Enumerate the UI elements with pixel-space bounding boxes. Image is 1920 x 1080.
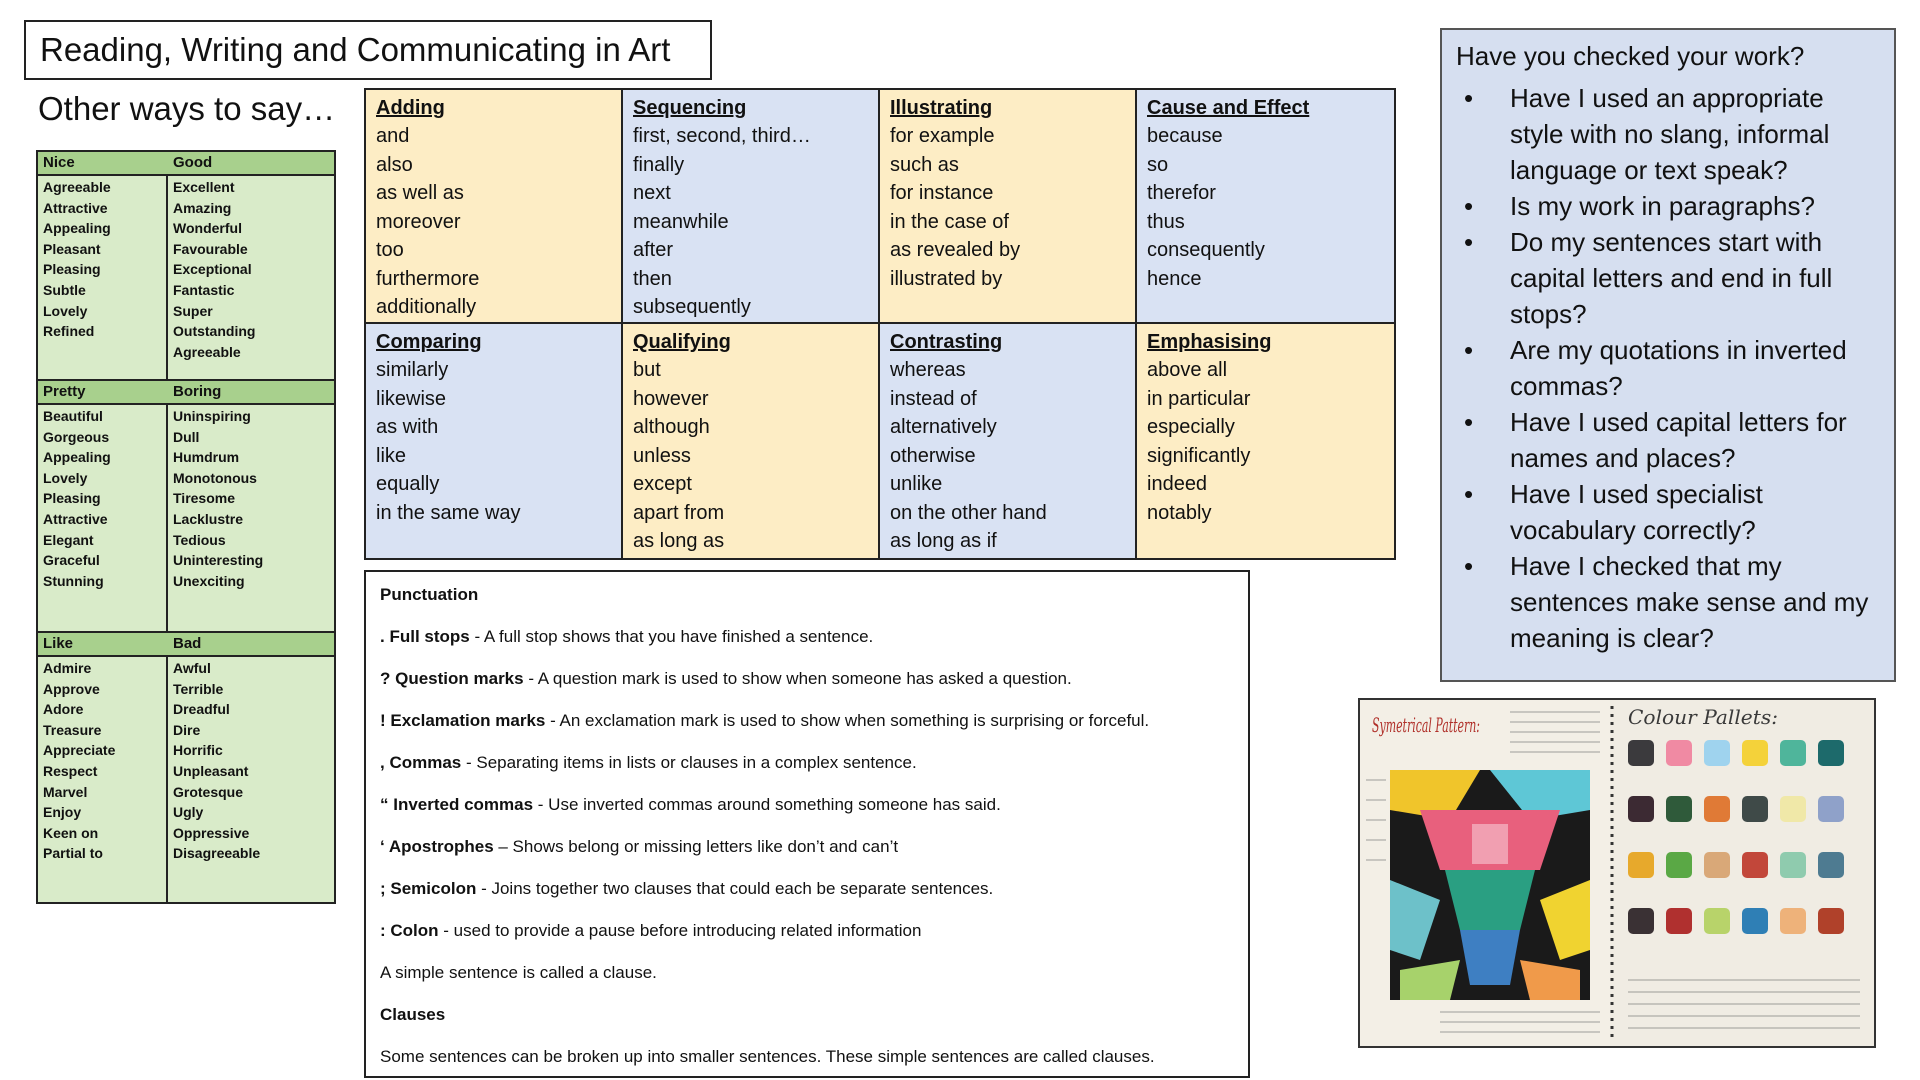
connective-word: equally — [376, 473, 440, 495]
colour-swatch — [1742, 908, 1768, 934]
synonym-word: Outstanding — [173, 323, 256, 340]
synonym-word: Terrible — [173, 680, 224, 697]
synonym-word: Unpleasant — [173, 762, 249, 779]
connective-word: as long as — [633, 530, 725, 552]
connective-word: similarly — [376, 359, 449, 381]
connective-category-title: Qualifying — [633, 331, 731, 353]
connective-word: next — [633, 182, 671, 204]
colour-swatch — [1780, 908, 1806, 934]
colour-swatch — [1742, 740, 1768, 766]
connective-word: alternatively — [890, 416, 997, 438]
synonym-word: Disagreeable — [173, 845, 261, 862]
synonym-word: Favourable — [173, 240, 248, 257]
punctuation-description: - Joins together two clauses that could each be separate sentences. — [476, 879, 994, 898]
synonym-word: Dire — [173, 721, 201, 738]
punctuation-item — [380, 752, 1234, 774]
synonym-word: Grotesque — [173, 783, 244, 800]
synonyms-table — [36, 150, 336, 904]
synonym-group-header — [38, 152, 334, 176]
pretty-synonyms-list — [43, 406, 166, 591]
colour-swatch — [1666, 852, 1692, 878]
connective-word: consequently — [1147, 239, 1265, 261]
colour-swatch — [1704, 852, 1730, 878]
synonym-word: Pleasant — [43, 240, 101, 257]
sketch-right-heading: Colour Pallets: — [1628, 705, 1778, 729]
punctuation-term: ‘ Apostrophes — [380, 837, 494, 856]
connective-word: furthermore — [376, 267, 480, 290]
synonym-word: Dull — [173, 428, 200, 445]
connective-word: like — [376, 444, 407, 467]
synonym-word: Agreeable — [43, 179, 111, 195]
bullet-icon: • — [1464, 551, 1474, 581]
connective-cell-cause-and-effect — [1137, 90, 1394, 324]
colour-swatch — [1628, 796, 1654, 822]
connective-word: instead of — [890, 387, 977, 410]
checklist-item — [1456, 404, 1880, 476]
connective-cell-comparing — [366, 324, 623, 558]
connective-cell-emphasising — [1137, 324, 1394, 558]
connective-word: after — [633, 239, 674, 261]
connective-word: as revealed by — [890, 239, 1021, 261]
checklist-question: Do my sentences start with capital letters and end in full stops? — [1510, 227, 1833, 329]
synonym-group-header — [38, 381, 334, 405]
punctuation-item — [380, 710, 1234, 732]
checklist-question: Are my quotations in inverted commas? — [1510, 335, 1847, 401]
punctuation-term: ; Semicolon — [380, 879, 477, 898]
synonym-word: Fantastic — [173, 281, 235, 298]
header-pretty: Pretty — [43, 383, 86, 400]
punctuation-description: - Use inverted commas around something someone has said. — [533, 795, 1001, 814]
connective-word: notably — [1147, 501, 1212, 524]
connective-category-title: Illustrating — [890, 97, 993, 119]
colour-swatch — [1742, 852, 1768, 878]
synonym-word: Oppressive — [173, 824, 250, 841]
checklist-item — [1456, 476, 1880, 548]
punctuation-term: ! Exclamation marks — [380, 711, 546, 730]
clauses-text: Some sentences can be broken up into smaller sentences. These simple sentences are called clauses. — [380, 1047, 1155, 1066]
colour-swatch — [1780, 852, 1806, 878]
bullet-icon: • — [1464, 191, 1474, 221]
page-subtitle: Other ways to say… — [38, 90, 336, 127]
connective-cell-qualifying — [623, 324, 880, 558]
synonym-word: Pleasing — [43, 261, 101, 278]
connective-category-title: Contrasting — [890, 331, 1003, 353]
colour-swatch — [1704, 908, 1730, 934]
punctuation-description: - A question mark is used to show when someone has asked a question. — [523, 669, 1072, 688]
colour-swatch — [1666, 796, 1692, 822]
sketch-left-heading: Symetrical Pattern: — [1372, 713, 1480, 737]
colour-swatch — [1628, 740, 1654, 766]
synonym-word: Wonderful — [173, 220, 242, 237]
synonym-word: Treasure — [43, 721, 102, 738]
connective-word: although — [633, 416, 710, 438]
colour-swatch — [1818, 740, 1844, 766]
synonym-word: Beautiful — [43, 408, 103, 424]
synonym-word: Adore — [43, 701, 84, 718]
connective-word: for instance — [890, 182, 994, 204]
punctuation-item — [380, 878, 1234, 900]
colour-swatch — [1818, 908, 1844, 934]
synonym-group-header — [38, 633, 334, 657]
colour-swatch — [1704, 740, 1730, 766]
bullet-icon: • — [1464, 83, 1474, 113]
connective-category-title: Comparing — [376, 331, 482, 353]
clauses-heading: Clauses — [380, 1005, 446, 1024]
connective-word: therefor — [1147, 182, 1216, 204]
synonym-word: Horrific — [173, 742, 223, 759]
checklist-item — [1456, 80, 1880, 188]
synonym-group-pretty-boring — [38, 381, 334, 633]
connective-word: subsequently — [633, 296, 751, 318]
bullet-icon: • — [1464, 407, 1474, 437]
connective-word: too — [376, 239, 404, 261]
synonym-word: Pleasing — [43, 490, 101, 507]
connective-category-title: Sequencing — [633, 97, 747, 119]
connective-word: also — [376, 153, 413, 176]
connective-cell-sequencing — [623, 90, 880, 324]
synonym-word: Humdrum — [173, 449, 240, 466]
sketchbook-illustration — [1360, 700, 1874, 1046]
page-title: Reading, Writing and Communicating in Art — [24, 20, 712, 80]
synonym-word: Uninteresting — [173, 552, 264, 569]
connective-word: apart from — [633, 501, 725, 524]
checklist-question: Have I used an appropriate style with no slang, informal language or text speak? — [1510, 83, 1830, 185]
synonym-word: Unexciting — [173, 572, 245, 589]
connective-word: likewise — [376, 387, 447, 410]
synonym-word: Subtle — [43, 281, 86, 298]
connective-word: in particular — [1147, 387, 1251, 410]
connective-word: illustrated by — [890, 267, 1003, 290]
colour-swatch — [1818, 796, 1844, 822]
punctuation-description: – Shows belong or missing letters like don’t and can’t — [493, 837, 899, 856]
punctuation-item — [380, 794, 1234, 816]
synonym-group-like-bad — [38, 633, 334, 902]
synonym-word: Refined — [43, 323, 95, 340]
connective-word: otherwise — [890, 444, 976, 467]
punctuation-term: : Colon — [380, 921, 439, 940]
connective-word: hence — [1147, 267, 1202, 290]
connective-word: in the same way — [376, 501, 521, 524]
synonym-word: Appreciate — [43, 742, 116, 759]
synonym-word: Graceful — [43, 552, 100, 569]
connective-word: unlike — [890, 473, 943, 495]
synonym-word: Agreeable — [173, 343, 241, 360]
symmetrical-pattern-artwork — [1390, 770, 1590, 1000]
header-nice: Nice — [43, 154, 75, 171]
checklist-title: Have you checked your work? — [1456, 41, 1805, 71]
connective-word: moreover — [376, 210, 461, 233]
synonym-word: Amazing — [173, 199, 232, 216]
connective-word: as well as — [376, 182, 464, 204]
synonym-word: Partial to — [43, 845, 103, 862]
colour-swatch — [1704, 796, 1730, 822]
connective-word: meanwhile — [633, 210, 729, 233]
synonym-word: Tedious — [173, 531, 226, 548]
punctuation-item — [380, 920, 1234, 942]
connective-cell-contrasting — [880, 324, 1137, 558]
connective-word: because — [1147, 125, 1223, 147]
connective-category-title: Adding — [376, 97, 445, 119]
header-good: Good — [173, 154, 213, 171]
synonym-word: Respect — [43, 762, 98, 779]
synonym-word: Stunning — [43, 572, 104, 589]
connective-word: as long as if — [890, 530, 997, 552]
connective-word: especially — [1147, 416, 1235, 438]
punctuation-term: “ Inverted commas — [380, 795, 534, 814]
checklist-item — [1456, 188, 1880, 224]
synonym-word: Enjoy — [43, 804, 82, 821]
synonym-word: Gorgeous — [43, 428, 110, 445]
connective-word: so — [1147, 153, 1169, 176]
checklist-question: Have I used capital letters for names and places? — [1510, 407, 1847, 473]
header-bad: Bad — [173, 635, 202, 652]
connective-cell-adding — [366, 90, 623, 324]
synonym-word: Super — [173, 302, 213, 319]
work-checklist-panel — [1440, 28, 1896, 682]
bullet-icon: • — [1464, 479, 1474, 509]
connective-word: as with — [376, 416, 439, 438]
connective-word: significantly — [1147, 444, 1251, 467]
punctuation-term: . Full stops — [380, 627, 470, 646]
colour-swatch — [1666, 908, 1692, 934]
synonym-word: Lovely — [43, 302, 88, 319]
synonym-word: Excellent — [173, 179, 235, 195]
punctuation-item — [380, 626, 1234, 648]
connective-word: indeed — [1147, 473, 1208, 495]
connective-word: except — [633, 473, 692, 495]
synonym-word: Ugly — [173, 804, 204, 821]
checklist-question: Have I used specialist vocabulary correctly? — [1510, 479, 1763, 545]
connective-word: such as — [890, 153, 959, 176]
synonym-word: Admire — [43, 660, 92, 676]
punctuation-description: - Separating items in lists or clauses in a complex sentence. — [461, 753, 917, 772]
connective-word: on the other hand — [890, 501, 1047, 524]
synonym-word: Keen on — [43, 824, 99, 841]
punctuation-description: - used to provide a pause before introducing related information — [438, 921, 922, 940]
connective-word: however — [633, 387, 709, 410]
punctuation-description: - A full stop shows that you have finished a sentence. — [469, 627, 874, 646]
connective-word: unless — [633, 444, 691, 467]
header-like: Like — [43, 635, 74, 652]
colour-swatch — [1742, 796, 1768, 822]
connective-word: thus — [1147, 210, 1185, 233]
punctuation-heading: Punctuation — [380, 585, 479, 604]
bad-synonyms-list — [173, 658, 294, 864]
connective-word: additionally — [376, 296, 477, 318]
connective-word: and — [376, 125, 410, 147]
punctuation-item — [380, 836, 1234, 858]
colour-swatch — [1780, 740, 1806, 766]
checklist-item — [1456, 548, 1880, 656]
connective-word: first, second, third… — [633, 125, 811, 147]
synonym-word: Attractive — [43, 199, 108, 216]
boring-synonyms-list — [173, 406, 294, 591]
synonym-word: Appealing — [43, 220, 111, 237]
connective-category-title: Cause and Effect — [1147, 97, 1310, 119]
connective-word: finally — [633, 153, 685, 176]
synonym-word: Tiresome — [173, 490, 235, 507]
checklist-items — [1456, 80, 1880, 656]
connective-cell-illustrating — [880, 90, 1137, 324]
synonym-word: Lacklustre — [173, 510, 244, 527]
nice-synonyms-list — [43, 177, 166, 342]
punctuation-term: , Commas — [380, 753, 462, 772]
synonym-word: Monotonous — [173, 469, 257, 486]
colour-swatch — [1818, 852, 1844, 878]
bullet-icon: • — [1464, 227, 1474, 257]
checklist-item — [1456, 332, 1880, 404]
synonym-word: Marvel — [43, 783, 88, 800]
header-boring: Boring — [173, 383, 222, 400]
synonym-word: Dreadful — [173, 701, 230, 718]
connective-word: in the case of — [890, 210, 1009, 233]
colour-swatch — [1666, 740, 1692, 766]
punctuation-panel — [364, 570, 1250, 1078]
synonym-word: Appealing — [43, 449, 111, 466]
sketchbook-photo — [1358, 698, 1876, 1048]
colour-swatch — [1628, 852, 1654, 878]
connective-word: then — [633, 267, 672, 290]
connective-word: for example — [890, 125, 995, 147]
synonym-word: Approve — [43, 680, 100, 697]
simple-sentence-note: A simple sentence is called a clause. — [380, 963, 657, 982]
connectives-grid — [364, 88, 1396, 560]
connective-word: above all — [1147, 359, 1228, 381]
synonym-word: Exceptional — [173, 261, 252, 278]
synonym-word: Lovely — [43, 469, 88, 486]
connective-word: whereas — [890, 359, 966, 381]
connective-word: but — [633, 359, 661, 381]
connective-category-title: Emphasising — [1147, 331, 1272, 353]
synonym-word: Uninspiring — [173, 408, 251, 424]
colour-swatch — [1780, 796, 1806, 822]
colour-swatch — [1628, 908, 1654, 934]
checklist-question: Is my work in paragraphs? — [1510, 191, 1815, 221]
synonym-word: Attractive — [43, 510, 108, 527]
good-synonyms-list — [173, 177, 294, 362]
like-synonyms-list — [43, 658, 166, 864]
punctuation-term: ? Question marks — [380, 669, 524, 688]
checklist-item — [1456, 224, 1880, 332]
bullet-icon: • — [1464, 335, 1474, 365]
punctuation-description: - An exclamation mark is used to show when something is surprising or forceful. — [545, 711, 1150, 730]
punctuation-item — [380, 668, 1234, 690]
synonym-group-nice-good — [38, 152, 334, 381]
synonym-word: Awful — [173, 660, 211, 676]
checklist-question: Have I checked that my sentences make sense and my meaning is clear? — [1510, 551, 1869, 653]
synonym-word: Elegant — [43, 531, 94, 548]
